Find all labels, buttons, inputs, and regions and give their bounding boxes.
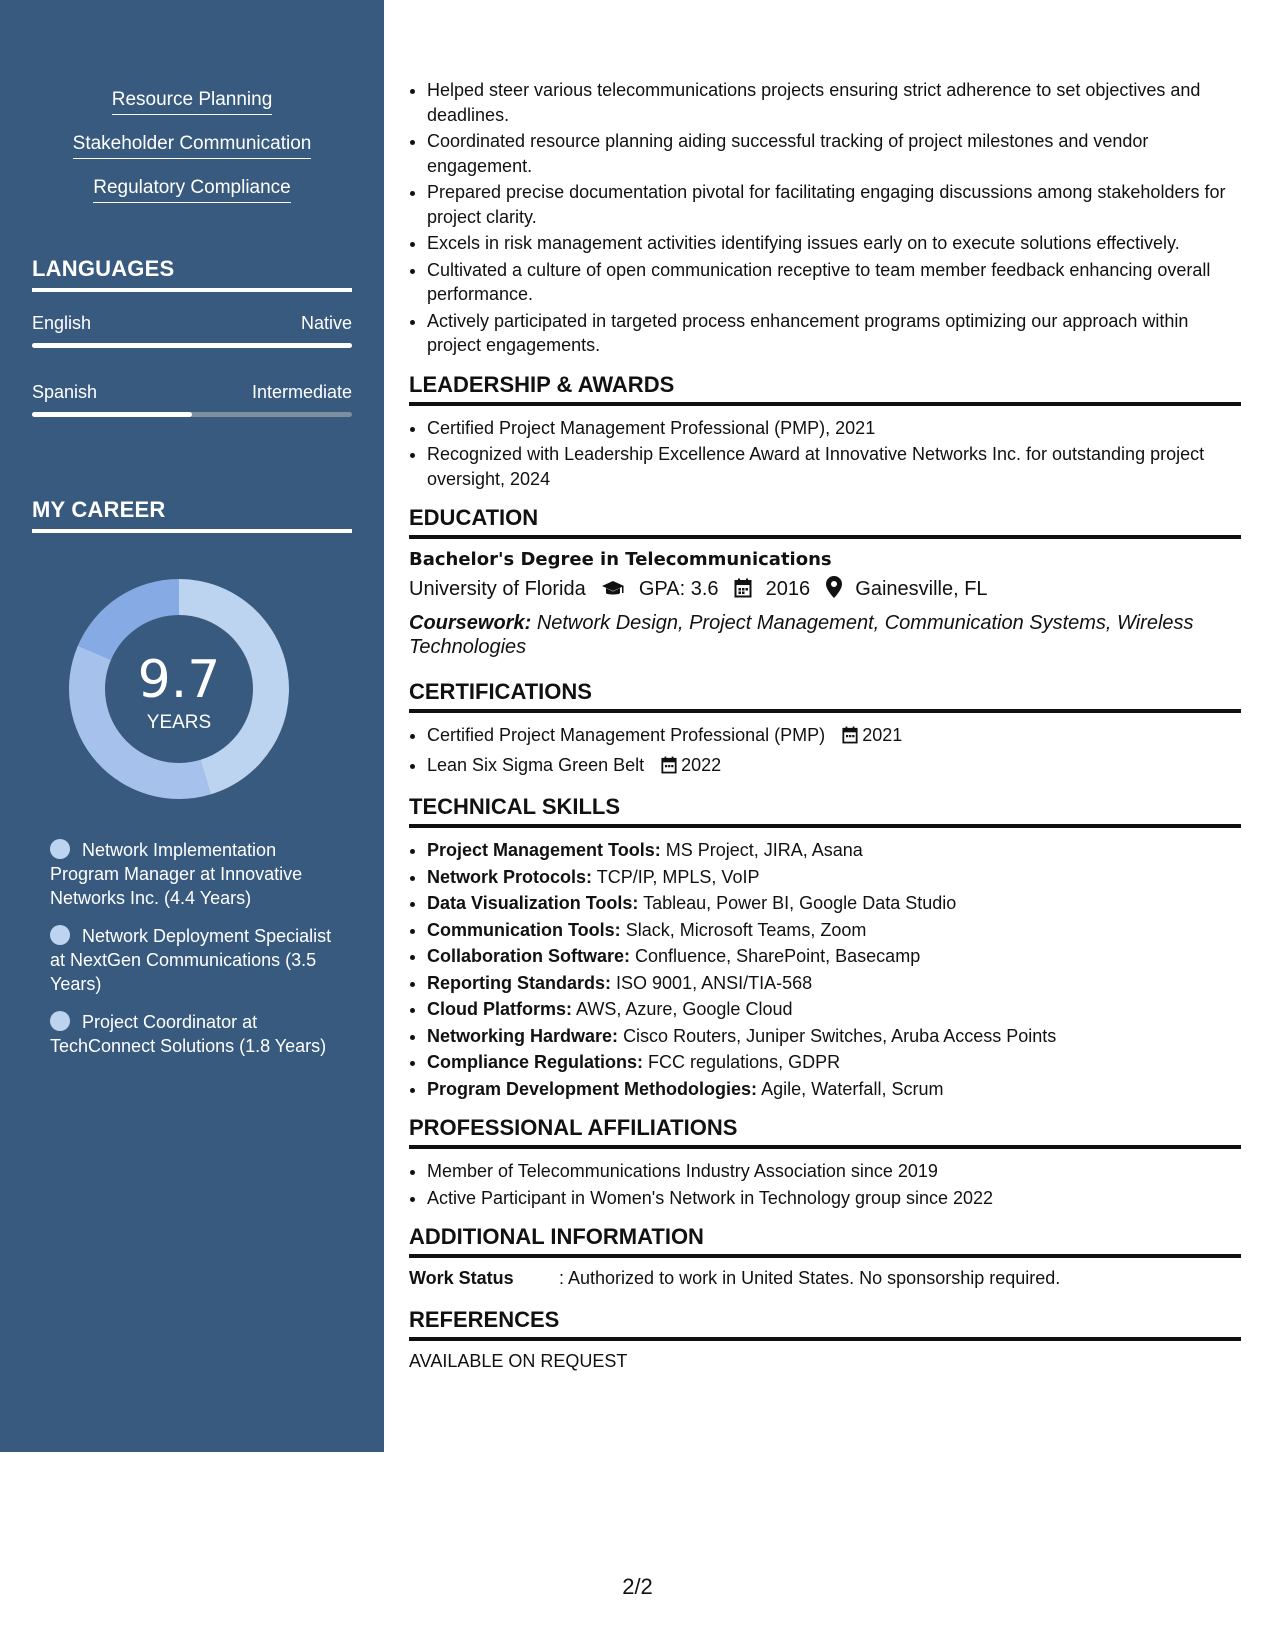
- language-bar: [32, 412, 352, 417]
- calendar-icon: [661, 756, 677, 781]
- certification-item: [427, 753, 1241, 781]
- skill-label: Reporting Standards:: [427, 972, 612, 993]
- leadership-heading: LEADERSHIP & AWARDS: [409, 372, 1241, 406]
- experience-bullet: • Prepared precise documentation pivotal for facilitating engaging discussions among stakeholders for project clarity.: [427, 180, 1241, 229]
- skill-link[interactable]: Stakeholder Communication: [73, 132, 312, 159]
- skill-value: Confluence, SharePoint, Basecamp: [635, 946, 921, 966]
- affiliations-list: [409, 1159, 1241, 1210]
- language-bar-fill: [32, 412, 192, 417]
- career-dot: [50, 839, 70, 859]
- skill-label: Communication Tools:: [427, 919, 621, 940]
- skill-item: [427, 1050, 1241, 1075]
- donut-segment: [78, 579, 179, 660]
- career-item: [50, 924, 340, 996]
- skill-value: TCP/IP, MPLS, VoIP: [596, 866, 760, 887]
- career-item: [50, 838, 340, 910]
- technical-skills-heading: TECHNICAL SKILLS: [409, 794, 1241, 828]
- graduation-year: 2016: [765, 578, 811, 600]
- degree-title: Bachelor's Degree in Telecommunications: [409, 549, 832, 570]
- calendar-icon: [734, 577, 752, 607]
- skill-label: Data Visualization Tools:: [427, 893, 639, 913]
- skill-label: Project Management Tools:: [427, 840, 661, 860]
- leadership-list: [409, 416, 1241, 492]
- skill-item: [427, 918, 1241, 943]
- work-status-label: Work Status: [409, 1268, 514, 1288]
- education-heading: EDUCATION: [409, 505, 1241, 539]
- work-status-row: [409, 1268, 1241, 1289]
- leadership-item: • Certified Project Management Professional (PMP), 2021: [427, 416, 1241, 441]
- gpa: GPA: 3.6: [638, 578, 719, 600]
- language-row: [32, 382, 352, 403]
- skill-value: MS Project, JIRA, Asana: [665, 840, 863, 860]
- affiliation-item: • Active Participant in Women's Network in Technology group since 2022: [427, 1186, 1241, 1211]
- skill-item: [427, 865, 1241, 890]
- technical-skills-list: [409, 838, 1241, 1101]
- career-unit: YEARS: [146, 712, 212, 733]
- main-content: [409, 78, 1241, 1372]
- language-name: Spanish: [32, 382, 98, 402]
- coursework-text: Network Design, Project Management, Communication Systems, Wireless Technologies: [409, 612, 1194, 658]
- skill-item: [427, 838, 1241, 863]
- career-list: [50, 838, 340, 1072]
- language-level: Native: [300, 313, 352, 333]
- skill-value: AWS, Azure, Google Cloud: [576, 999, 793, 1019]
- school-location: Gainesville, FL: [855, 578, 988, 600]
- languages-heading: LANGUAGES: [32, 256, 352, 292]
- certification-year: 2022: [681, 754, 722, 775]
- experience-bullets: [409, 78, 1241, 358]
- experience-bullet: • Helped steer various telecommunications projects ensuring strict adherence to set objectives and deadlines.: [427, 78, 1241, 127]
- graduation-cap-icon: [601, 577, 625, 607]
- page-number: 2/2: [622, 1574, 653, 1599]
- skill-item: [427, 997, 1241, 1022]
- certifications-heading: CERTIFICATIONS: [409, 679, 1241, 713]
- skill-label: Program Development Methodologies:: [427, 1078, 758, 1099]
- education-details: [409, 574, 1241, 607]
- experience-bullet: • Actively participated in targeted process enhancement programs optimizing our approach within project engagements.: [427, 309, 1241, 358]
- language-bar: [32, 343, 352, 348]
- language-row: [32, 313, 352, 334]
- skill-value: Agile, Waterfall, Scrum: [761, 1078, 944, 1099]
- career-item: [50, 1010, 340, 1058]
- school-name: University of Florida: [409, 578, 586, 600]
- leadership-item: • Recognized with Leadership Excellence Award at Innovative Networks Inc. for outstanding project oversight, 2024: [427, 442, 1241, 491]
- skill-label: Networking Hardware:: [427, 1025, 619, 1046]
- skill-value: Cisco Routers, Juniper Switches, Aruba Access Points: [623, 1025, 1057, 1046]
- skill-item: [427, 891, 1241, 916]
- skill-value: ISO 9001, ANSI/TIA-568: [616, 972, 813, 993]
- coursework: [409, 611, 1241, 659]
- references-text: AVAILABLE ON REQUEST: [409, 1351, 628, 1371]
- skill-value: Slack, Microsoft Teams, Zoom: [625, 919, 867, 940]
- skill-value: FCC regulations, GDPR: [648, 1052, 841, 1072]
- certification-name: Certified Project Management Professional (PMP): [427, 725, 826, 745]
- experience-bullet: • Coordinated resource planning aiding successful tracking of project milestones and vendor engagement.: [427, 129, 1241, 178]
- skill-link[interactable]: Resource Planning: [112, 88, 273, 115]
- skill-label: Compliance Regulations:: [427, 1052, 644, 1072]
- affiliations-heading: PROFESSIONAL AFFILIATIONS: [409, 1115, 1241, 1149]
- skills-list: [0, 88, 384, 220]
- certification-year: 2021: [862, 725, 903, 745]
- calendar-icon: [842, 726, 858, 751]
- language-level: Intermediate: [251, 382, 352, 402]
- language-name: English: [32, 313, 92, 333]
- coursework-label: Coursework:: [409, 612, 532, 634]
- career-item-text: Network Deployment Specialist at NextGen Communications (3.5 Years): [50, 926, 332, 994]
- experience-bullet: • Excels in risk management activities identifying issues early on to execute solutions effectively.: [427, 231, 1241, 256]
- skill-item: [427, 944, 1241, 969]
- certification-name: Lean Six Sigma Green Belt: [427, 754, 645, 775]
- certification-item: [427, 723, 1241, 751]
- skill-label: Cloud Platforms:: [427, 999, 573, 1019]
- affiliation-item: • Member of Telecommunications Industry Association since 2019: [427, 1159, 1241, 1184]
- skill-link[interactable]: Regulatory Compliance: [93, 176, 291, 203]
- certifications-list: [409, 723, 1241, 780]
- references-heading: REFERENCES: [409, 1307, 1241, 1341]
- experience-bullet: • Cultivated a culture of open communication receptive to team member feedback enhancing overall performance.: [427, 258, 1241, 307]
- skill-item: [427, 1024, 1241, 1049]
- skill-label: Collaboration Software:: [427, 946, 631, 966]
- career-dot: [50, 925, 70, 945]
- career-item-text: Network Implementation Program Manager at Innovative Networks Inc. (4.4 Years): [50, 840, 303, 908]
- skill-item: [427, 1077, 1241, 1102]
- career-item-text: Project Coordinator at TechConnect Solutions (1.8 Years): [50, 1012, 327, 1056]
- additional-info-heading: ADDITIONAL INFORMATION: [409, 1224, 1241, 1258]
- career-donut-chart: [66, 576, 292, 802]
- sidebar: [0, 0, 384, 1452]
- career-heading: MY CAREER: [32, 497, 352, 533]
- skill-value: Tableau, Power BI, Google Data Studio: [643, 893, 957, 913]
- location-pin-icon: [826, 576, 842, 607]
- career-total: 9.7: [137, 650, 221, 710]
- work-status-value: : Authorized to work in United States. No sponsorship required.: [559, 1268, 1061, 1288]
- skill-item: [427, 971, 1241, 996]
- language-bar-fill: [32, 343, 352, 348]
- skill-label: Network Protocols:: [427, 866, 593, 887]
- career-dot: [50, 1011, 70, 1031]
